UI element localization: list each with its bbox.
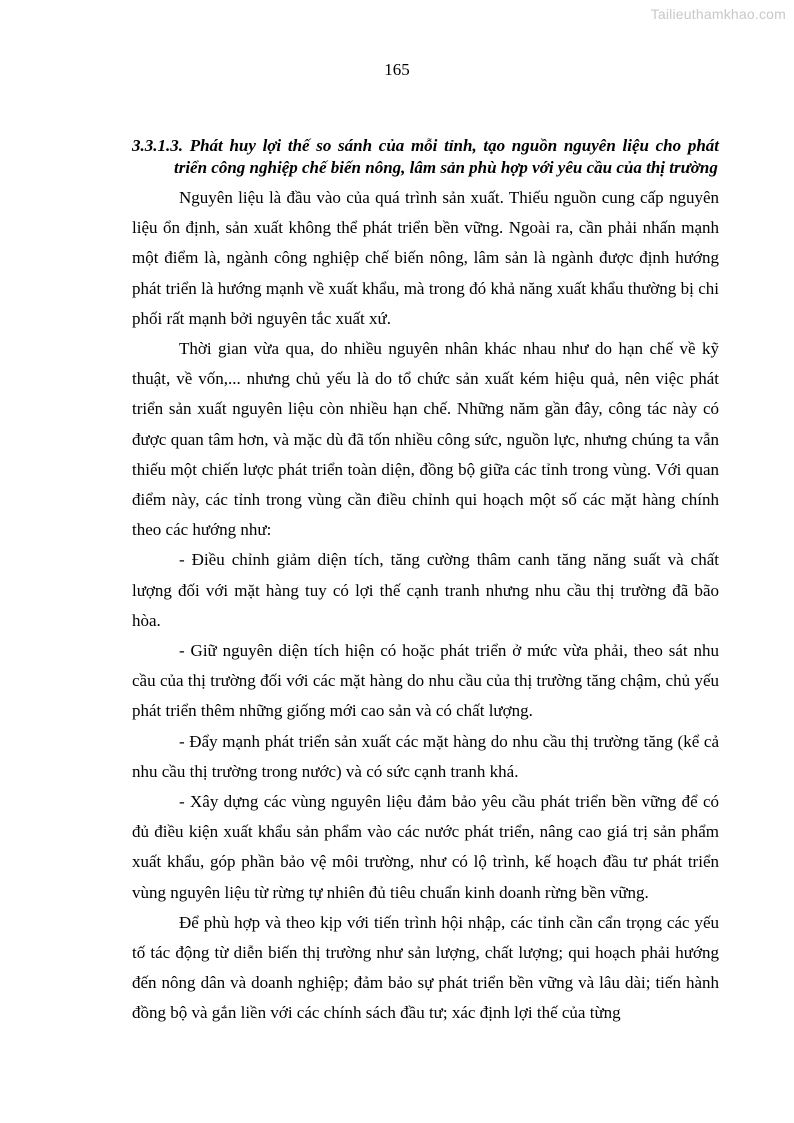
section-heading: 3.3.1.3. Phát huy lợi thế so sánh của mỗi tỉnh, tạo nguồn nguyên liệu cho phát triển công nghiệp chế biến nông, lâm sản phù hợp với yêu cầu của thị trường <box>132 136 719 177</box>
paragraph-integration: Để phù hợp và theo kịp với tiến trình hội nhập, các tỉnh cần cẩn trọng các yếu tố tác động từ diễn biến thị trường như sản lượng, chất lượng; qui hoạch phải hướng đến nông dân và doanh nghiệp; đảm bảo sự phát triển bền vững và lâu dài; tiến hành đồng bộ và gắn liền với các chính sách đầu tư; xác định lợi thế của từng <box>132 912 719 1023</box>
paragraph-context: Thời gian vừa qua, do nhiều nguyên nhân khác nhau như do hạn chế về kỹ thuật, về vốn,... nhưng chủ yếu là do tổ chức sản xuất kém hiệu quả, nên việc phát triển sản xuất nguyên liệu còn nhiều hạn chế. Những năm gần đây, công tác này có được quan tâm hơn, và mặc dù đã tốn nhiều công sức, nguồn lực, nhưng chúng ta vẫn thiếu một chiến lược phát triển toàn diện, đồng bộ giữa các tỉnh trong vùng. Với quan điểm này, các tỉnh trong vùng cần điều chỉnh qui hoạch một số các mặt hàng chính theo các hướng như: <box>132 339 719 540</box>
document-body <box>132 135 719 1029</box>
bullet-build-material-zones: - Xây dựng các vùng nguyên liệu đảm bảo yêu cầu phát triển bền vững để có đủ điều kiện xuất khẩu sản phẩm vào các nước phát triển, nâng cao giá trị sản phẩm xuất khẩu, góp phần bảo vệ môi trường, như có lộ trình, kế hoạch đầu tư phát triển vùng nguyên liệu từ rừng tự nhiên đủ tiêu chuẩn kinh doanh rừng bền vững. <box>132 792 719 902</box>
page-number: 165 <box>384 60 410 79</box>
bullet-boost-production: - Đẩy mạnh phát triển sản xuất các mặt hàng do nhu cầu thị trường tăng (kể cả nhu cầu thị trường trong nước) và có sức cạnh tranh khá. <box>132 731 719 781</box>
bullet-maintain-area: - Giữ nguyên diện tích hiện có hoặc phát triển ở mức vừa phải, theo sát nhu cầu của thị trường đối với các mặt hàng do nhu cầu của thị trường tăng chậm, chủ yếu phát triển thêm những giống mới cao sản và có chất lượng. <box>132 641 719 721</box>
bullet-adjust-area: - Điều chỉnh giảm diện tích, tăng cường thâm canh tăng năng suất và chất lượng đối với mặt hàng tuy có lợi thế cạnh tranh nhưng nhu cầu thị trường đã bão hòa. <box>132 550 719 630</box>
paragraph-intro: Nguyên liệu là đầu vào của quá trình sản xuất. Thiếu nguồn cung cấp nguyên liệu ổn định, sản xuất không thể phát triển bền vững. Ngoài ra, cần phải nhấn mạnh một điểm là, ngành công nghiệp chế biến nông, lâm sản là ngành được định hướng phát triển là hướng mạnh về xuất khẩu, mà trong đó khả năng xuất khẩu thường bị chi phối rất mạnh bởi nguyên tắc xuất xứ. <box>132 188 719 328</box>
watermark: Tailieuthamkhao.com <box>650 6 786 22</box>
